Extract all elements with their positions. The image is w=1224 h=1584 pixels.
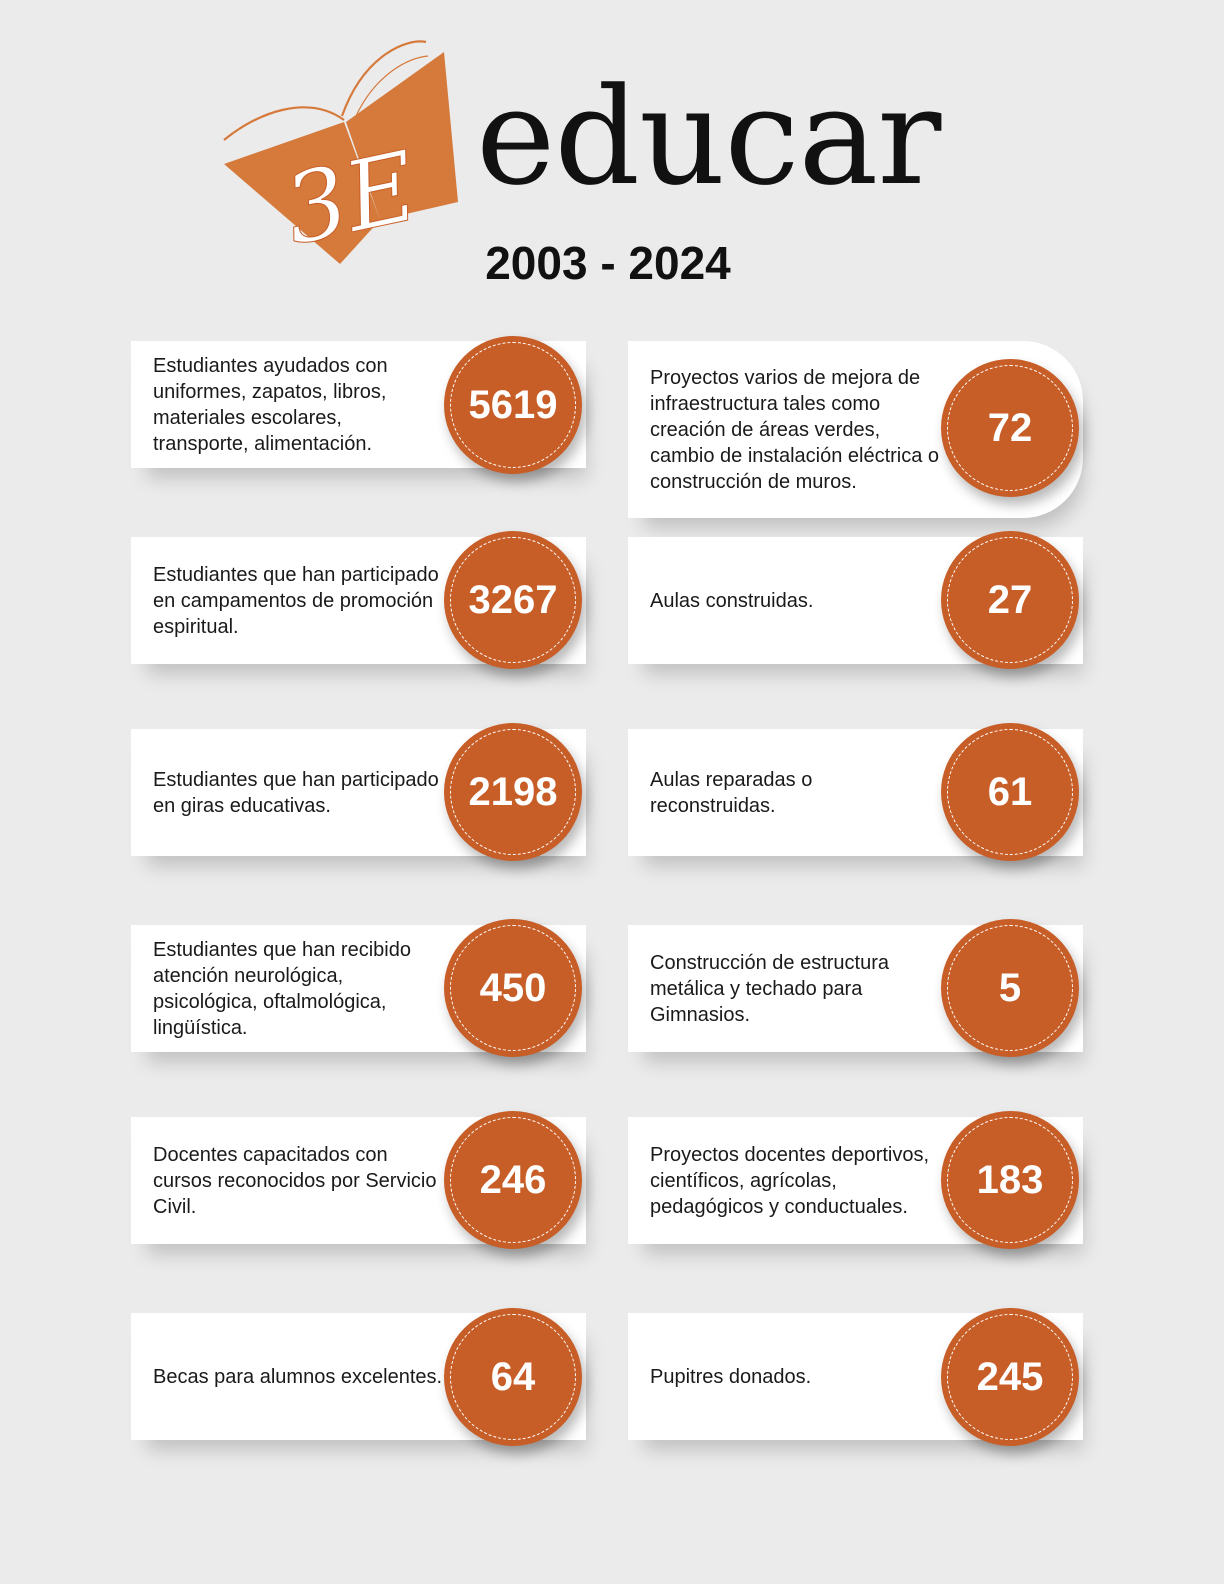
- stat-badge: [444, 723, 582, 861]
- stat-value: 27: [987, 577, 1033, 622]
- stat-description: Aulas construidas.: [650, 589, 814, 612]
- stat-description: Becas para alumnos excelentes.: [153, 1365, 443, 1388]
- stat-description: Docentes capacitados con cursos reconocidos por Servicio Civil.: [153, 1143, 437, 1218]
- stat-description: Proyectos docentes deportivos, científicos, agrícolas, pedagógicos y conductuales.: [650, 1143, 930, 1218]
- stat-value: 183: [976, 1157, 1044, 1202]
- stat-description: Estudiantes ayudados con uniformes, zapatos, libros, materiales escolares, transporte, alimentación.: [153, 354, 388, 455]
- stat-badge: [941, 1308, 1079, 1446]
- stat-badge: [444, 336, 582, 474]
- stat-value: 61: [987, 769, 1033, 814]
- stat-description: Estudiantes que han participado en campamentos de promoción espiritual.: [153, 563, 439, 638]
- stat-badge: [941, 1111, 1079, 1249]
- stat-badge: [941, 359, 1079, 497]
- stat-description: Pupitres donados.: [650, 1365, 812, 1388]
- stat-value: 64: [490, 1354, 536, 1399]
- stat-description: Estudiantes que han recibido atención neurológica, psicológica, oftalmológica, lingüística.: [153, 938, 411, 1039]
- stat-badge: [941, 531, 1079, 669]
- stat-value: 2198: [468, 769, 558, 814]
- stat-value: 72: [987, 405, 1033, 450]
- stat-value: 5619: [468, 382, 558, 427]
- stat-description: Construcción de estructura metálica y techado para Gimnasios.: [650, 951, 890, 1026]
- stat-badge: [444, 1308, 582, 1446]
- stat-value: 246: [479, 1157, 547, 1202]
- stat-value: 450: [479, 965, 547, 1010]
- stat-value: 245: [976, 1354, 1044, 1399]
- stat-value: 5: [998, 965, 1022, 1010]
- stat-badge: [941, 919, 1079, 1057]
- stat-badge: [444, 1111, 582, 1249]
- year-range-text: 2003 - 2024: [485, 237, 731, 289]
- brand-name: educar: [476, 59, 941, 215]
- stat-description: Estudiantes que han participado en giras educativas.: [153, 768, 439, 817]
- stat-description: Proyectos varios de mejora de infraestructura tales como creación de áreas verdes, cambio de instalación eléctrica o construcción de muros.: [650, 366, 940, 493]
- stat-value: 3267: [468, 577, 558, 622]
- stat-description: Aulas reparadas o reconstruidas.: [650, 768, 813, 817]
- stat-badge: [444, 919, 582, 1057]
- stat-badge: [941, 723, 1079, 861]
- logo-monogram: 3E: [274, 130, 427, 267]
- stat-badge: [444, 531, 582, 669]
